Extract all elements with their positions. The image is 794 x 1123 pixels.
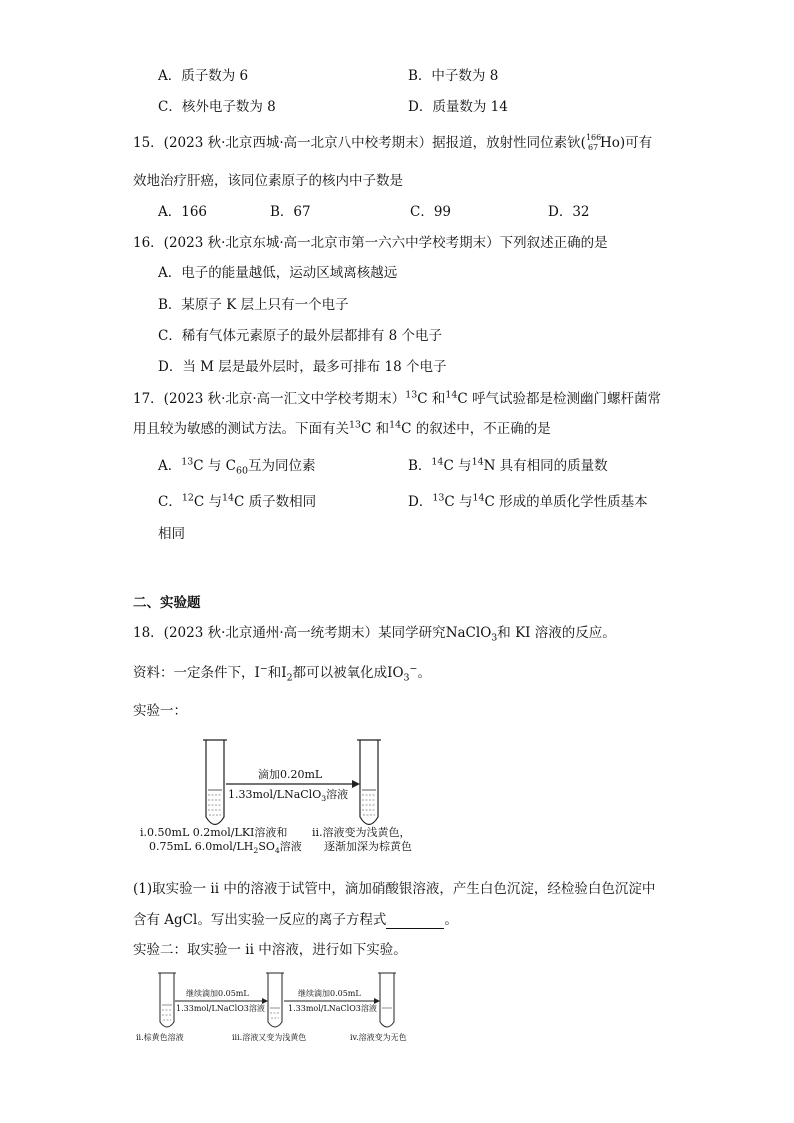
q15-option-d: D．32	[548, 204, 590, 220]
exp1-left-caption-line2: 0.75mL $6.0mol/LH_2SO_4$溶液	[149, 840, 302, 856]
test-tube-2iii-icon	[378, 973, 396, 1027]
exp1-left-caption-line1: i.0.50mL 0.2mol/LKI溶液和	[140, 826, 288, 839]
q18-experiment1-label: 实验一：	[133, 703, 187, 719]
q18-experiment2-label: 实验二：取实验一 ii 中溶液，进行如下实验。	[133, 942, 407, 958]
exp2-arrow1-bottom-label: 1.33mol/LNaClO3溶液	[176, 1004, 265, 1013]
q16-option-b: B．某原子 K 层上只有一个电子	[158, 297, 349, 313]
test-tube-i-icon	[203, 740, 227, 825]
q17-option-c: C．$^{12}$C 与$^{14}$C 质子数相同	[158, 492, 317, 510]
test-tube-2i-icon	[158, 973, 176, 1027]
q17-option-a: A．$^{13}$C 与 $C_{60}$互为同位素	[158, 456, 316, 477]
q15-isotope-notation: 166 67	[585, 133, 602, 152]
q17-option-d-line2: 相同	[158, 526, 185, 542]
q15-option-a: A．166	[158, 204, 208, 220]
exp1-arrow-bottom-label: 1.33mol/LNaClO$_3$溶液	[228, 788, 349, 804]
q17-option-d: D．$^{13}$C 与$^{14}$C 形成的单质化学性质基本	[408, 492, 648, 510]
section-heading: 二、实验题	[133, 595, 201, 611]
q16-stem: 16．(2023 秋·北京东城·高一北京市第一六六中学校考期末）下列叙述正确的是	[133, 235, 608, 251]
q17-stem-line1: 17．(2023 秋·北京·高一汇文中学校考期末）$^{13}$C 和$^{14}$C 呼气试验都是检测幽门螺杆菌常	[133, 389, 661, 407]
exp1-right-caption-line1: ii.溶液变为浅黄色，	[312, 826, 411, 839]
q16-option-d: D．当 M 层是最外层时，最多可排布 18 个电子	[158, 359, 447, 375]
q17-stem-line2: 用且较为敏感的测试方法。下面有关$^{13}$C 和$^{14}$C 的叙述中，不正确的是	[133, 419, 551, 437]
q15-option-c: C．99	[410, 204, 452, 220]
exp2-arrow2-top-label: 继续滴加0.05mL	[298, 989, 361, 998]
exp2-caption-2: iii.溶液又变为浅黄色	[232, 1033, 307, 1042]
exp2-caption-3: iv.溶液变为无色	[350, 1033, 407, 1042]
exp2-arrow2-bottom-label: 1.33mol/LNaClO3溶液	[288, 1004, 377, 1013]
q17-option-b: B．$^{14}$C 与$^{14}$N 具有相同的质量数	[408, 456, 608, 474]
q16-option-a: A．电子的能量越低，运动区域离核越远	[158, 265, 398, 281]
q15-stem-line2: 效地治疗肝癌，该同位素原子的核内中子数是	[133, 173, 403, 189]
q14-option-b: B．中子数为 8	[408, 68, 499, 84]
q18-info: 资料：一定条件下，I−和$I_2$都可以被氧化成$IO_3^-$。	[133, 663, 431, 684]
exp1-right-caption-line2: 逐渐加深为棕黄色	[324, 840, 412, 853]
q18-stem: 18．(2023 秋·北京通州·高一统考期末）某同学研究NaClO$_3$和 KI 溶液的反应。	[133, 625, 616, 644]
test-tube-2ii-icon	[266, 973, 284, 1027]
q16-option-c: C．稀有气体元素原子的最外层都排有 8 个电子	[158, 328, 443, 344]
q15-option-b: B．67	[270, 204, 311, 220]
exp2-arrow1-top-label: 继续滴加0.05mL	[186, 989, 249, 998]
q14-option-c: C．核外电子数为 8	[158, 99, 276, 115]
q14-option-a: A．质子数为 6	[158, 68, 249, 84]
q18-part1-line2: 含有 AgCl。写出实验一反应的离子方程式 。	[133, 912, 458, 928]
exp1-arrow-top-label: 滴加0.20mL	[258, 768, 323, 781]
q18-part1-line1: (1)取实验一 ii 中的溶液于试管中，滴加硝酸银溶液，产生白色沉淀，经检验白色沉淀中	[133, 881, 656, 897]
answer-blank[interactable]	[386, 914, 444, 929]
q14-option-d: D．质量数为 14	[408, 99, 508, 115]
exp2-caption-1: ii.棕黄色溶液	[136, 1033, 184, 1042]
test-tube-ii-icon	[357, 740, 381, 825]
q15-stem-line1: 15．(2023 秋·北京西城·高一北京八中校考期末）据报道，放射性同位素钬( 166 67 Ho)可有	[133, 133, 653, 152]
